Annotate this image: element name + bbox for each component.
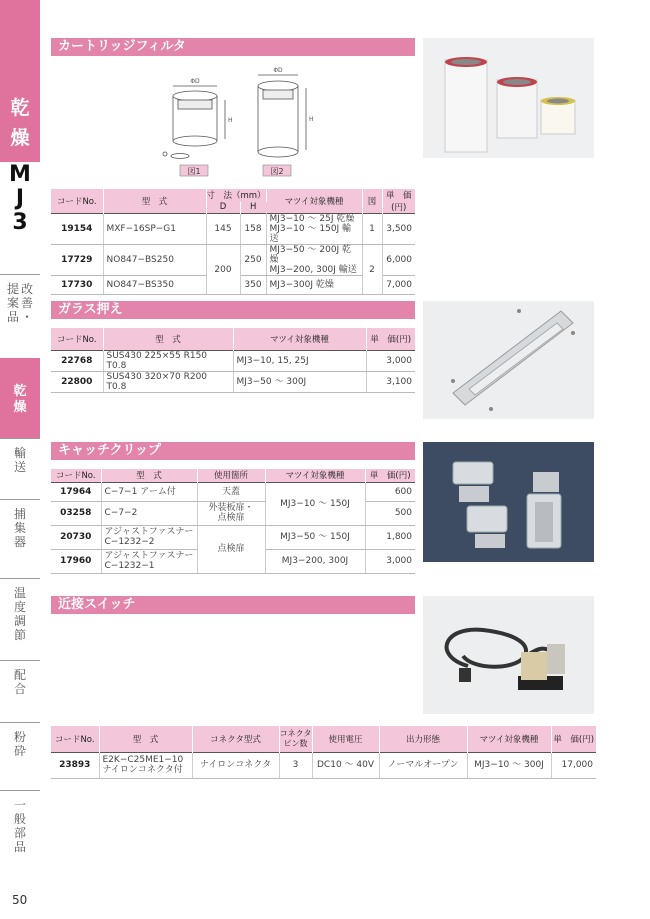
side-tab-label: 温 度 調 節	[13, 586, 26, 642]
page-number: 50	[12, 893, 28, 907]
clip-table	[51, 469, 415, 574]
table-row	[51, 482, 415, 501]
col-output: 出力形態	[379, 726, 467, 752]
row-code: 22800	[51, 371, 103, 392]
model-label	[0, 163, 40, 235]
diagram-label-h-2: H	[309, 116, 314, 123]
row-code: 17964	[51, 482, 101, 501]
row-model: NO847−BS250	[103, 245, 206, 276]
cartridge-filter-photo	[423, 38, 594, 158]
row-machine: MJ3−50 〜 300J	[233, 371, 366, 392]
table-row	[51, 752, 596, 778]
row-price: 6,000	[382, 245, 415, 276]
col-dim: 寸 法（mm）	[206, 189, 266, 202]
col-location: 使用箇所	[197, 469, 265, 482]
cartridge-dimension-diagram	[150, 64, 320, 180]
section-title-switch: 近接スイッチ	[51, 596, 415, 614]
cartridge-table	[51, 189, 415, 295]
row-pins: 3	[279, 752, 312, 778]
row-price: 3,000	[365, 549, 415, 573]
col-machine: マツイ対象機種	[266, 189, 362, 214]
row-machine: MJ3−50 〜 200J 乾燥 MJ3−200, 300J 輸送	[266, 245, 362, 276]
row-price: 3,000	[366, 350, 415, 371]
proximity-switch-photo	[423, 596, 594, 714]
row-d: 200	[206, 245, 240, 295]
row-code: 03258	[51, 501, 101, 525]
table-row	[51, 350, 415, 371]
row-voltage: DC10 〜 40V	[312, 752, 379, 778]
col-fig: 図	[362, 189, 382, 214]
side-category-char-2: 燥	[10, 127, 30, 149]
section-title-clip: キャッチクリップ	[51, 442, 415, 460]
diagram-fig1-label: 図1	[187, 167, 201, 176]
row-price: 7,000	[382, 276, 415, 295]
row-model: C−7−2	[101, 501, 197, 525]
diagram-label-h-1: H	[228, 117, 233, 124]
row-d: 145	[206, 214, 240, 245]
col-price: 単 価(円)	[366, 328, 415, 350]
col-model: 型 式	[101, 469, 197, 482]
section-title-glass: ガラス押え	[51, 301, 415, 319]
row-code: 22768	[51, 350, 103, 371]
side-tab-temperature[interactable]	[0, 578, 40, 654]
row-code: 17729	[51, 245, 103, 276]
row-model: C−7−1 アーム付	[101, 482, 197, 501]
row-fig: 2	[362, 245, 382, 295]
row-price: 3,500	[382, 214, 415, 245]
side-tab-crushing[interactable]	[0, 722, 40, 778]
switch-table	[51, 726, 596, 779]
side-tab-label: 乾 燥	[13, 384, 27, 415]
glass-table	[51, 328, 415, 393]
row-model: E2K−C25ME1−10 ナイロンコネクタ付	[99, 752, 192, 778]
col-price: 単 価(円)	[551, 726, 596, 752]
row-machine: MJ3−200, 300J	[265, 549, 365, 573]
side-tab-general-parts[interactable]	[0, 790, 40, 854]
col-model: 型 式	[99, 726, 192, 752]
col-h: H	[240, 202, 266, 214]
row-h: 250	[240, 245, 266, 276]
col-code: コードNo.	[51, 328, 103, 350]
col-code: コードNo.	[51, 189, 103, 214]
side-tab-label: 配 合	[13, 668, 26, 696]
side-tab-transport[interactable]	[0, 438, 40, 490]
row-code: 17730	[51, 276, 103, 295]
row-price: 3,100	[366, 371, 415, 392]
col-pins: コネクタ ピン数	[279, 726, 312, 752]
table-row	[51, 525, 415, 549]
col-machine: マツイ対象機種	[265, 469, 365, 482]
row-code: 20730	[51, 525, 101, 549]
catch-clip-photo	[423, 442, 594, 562]
row-model: SUS430 225×55 R150 T0.8	[103, 350, 233, 371]
table-row	[51, 371, 415, 392]
col-d: D	[206, 202, 240, 214]
row-machine: MJ3−10 〜 150J	[265, 482, 365, 525]
row-machine: MJ3−300J 乾燥	[266, 276, 362, 295]
diagram-label-phi-d-2: ΦD	[273, 67, 283, 74]
side-tab-collector[interactable]	[0, 499, 40, 571]
row-location: 天蓋	[197, 482, 265, 501]
col-price: 単 価(円)	[365, 469, 415, 482]
row-price: 500	[365, 501, 415, 525]
row-machine: MJ3−10 〜 25J 乾燥 MJ3−10 〜 150J 輸送	[266, 214, 362, 245]
side-tab-label: 捕 集 器	[13, 507, 26, 549]
col-model: 型 式	[103, 189, 206, 214]
side-tab-improvement[interactable]: 改 善 ・ 提 案 品	[0, 274, 40, 344]
row-price: 600	[365, 482, 415, 501]
section-title-cartridge: カートリッジフィルタ	[51, 38, 415, 56]
diagram-label-phi-d-1: ΦD	[190, 78, 200, 85]
row-machine: MJ3−10, 15, 25J	[233, 350, 366, 371]
side-tab-label: 一 般 部 品	[13, 798, 26, 854]
row-price: 17,000	[551, 752, 596, 778]
col-model: 型 式	[103, 328, 233, 350]
row-model: NO847−BS350	[103, 276, 206, 295]
col-price: 単 価(円)	[382, 189, 415, 214]
side-tab-label: 粉 砕	[13, 730, 26, 758]
col-machine: マツイ対象機種	[233, 328, 366, 350]
row-code: 17960	[51, 549, 101, 573]
row-connector: ナイロンコネクタ	[192, 752, 279, 778]
row-location: 外装板扉・ 点検扉	[197, 501, 265, 525]
row-code: 23893	[51, 752, 99, 778]
glass-holder-photo	[423, 301, 594, 419]
model-char-3: 3	[12, 210, 28, 235]
row-h: 158	[240, 214, 266, 245]
row-model: アジャストファスナー C−1232−2	[101, 525, 197, 549]
row-h: 350	[240, 276, 266, 295]
side-category-tab	[0, 0, 40, 162]
side-tab-mixing[interactable]	[0, 660, 40, 710]
row-fig: 1	[362, 214, 382, 245]
col-voltage: 使用電圧	[312, 726, 379, 752]
row-code: 19154	[51, 214, 103, 245]
model-char-2: J	[15, 186, 25, 211]
side-tab-label: 輸 送	[13, 446, 26, 474]
side-category-char-1: 乾	[10, 97, 30, 119]
model-char-1: M	[9, 162, 31, 187]
col-code: コードNo.	[51, 726, 99, 752]
row-location: 点検扉	[197, 525, 265, 573]
table-row	[51, 245, 415, 276]
row-model: アジャストファスナー C−1232−1	[101, 549, 197, 573]
diagram-fig2-label: 図2	[270, 167, 284, 176]
row-output: ノーマルオープン	[379, 752, 467, 778]
row-machine: MJ3−10 〜 300J	[467, 752, 551, 778]
row-model: SUS430 320×70 R200 T0.8	[103, 371, 233, 392]
col-code: コードNo.	[51, 469, 101, 482]
row-model: MXF−16SP−G1	[103, 214, 206, 245]
col-connector: コネクタ型式	[192, 726, 279, 752]
side-tab-drying[interactable]	[0, 358, 40, 438]
row-machine: MJ3−50 〜 150J	[265, 525, 365, 549]
table-row	[51, 214, 415, 245]
col-machine: マツイ対象機種	[467, 726, 551, 752]
row-price: 1,800	[365, 525, 415, 549]
